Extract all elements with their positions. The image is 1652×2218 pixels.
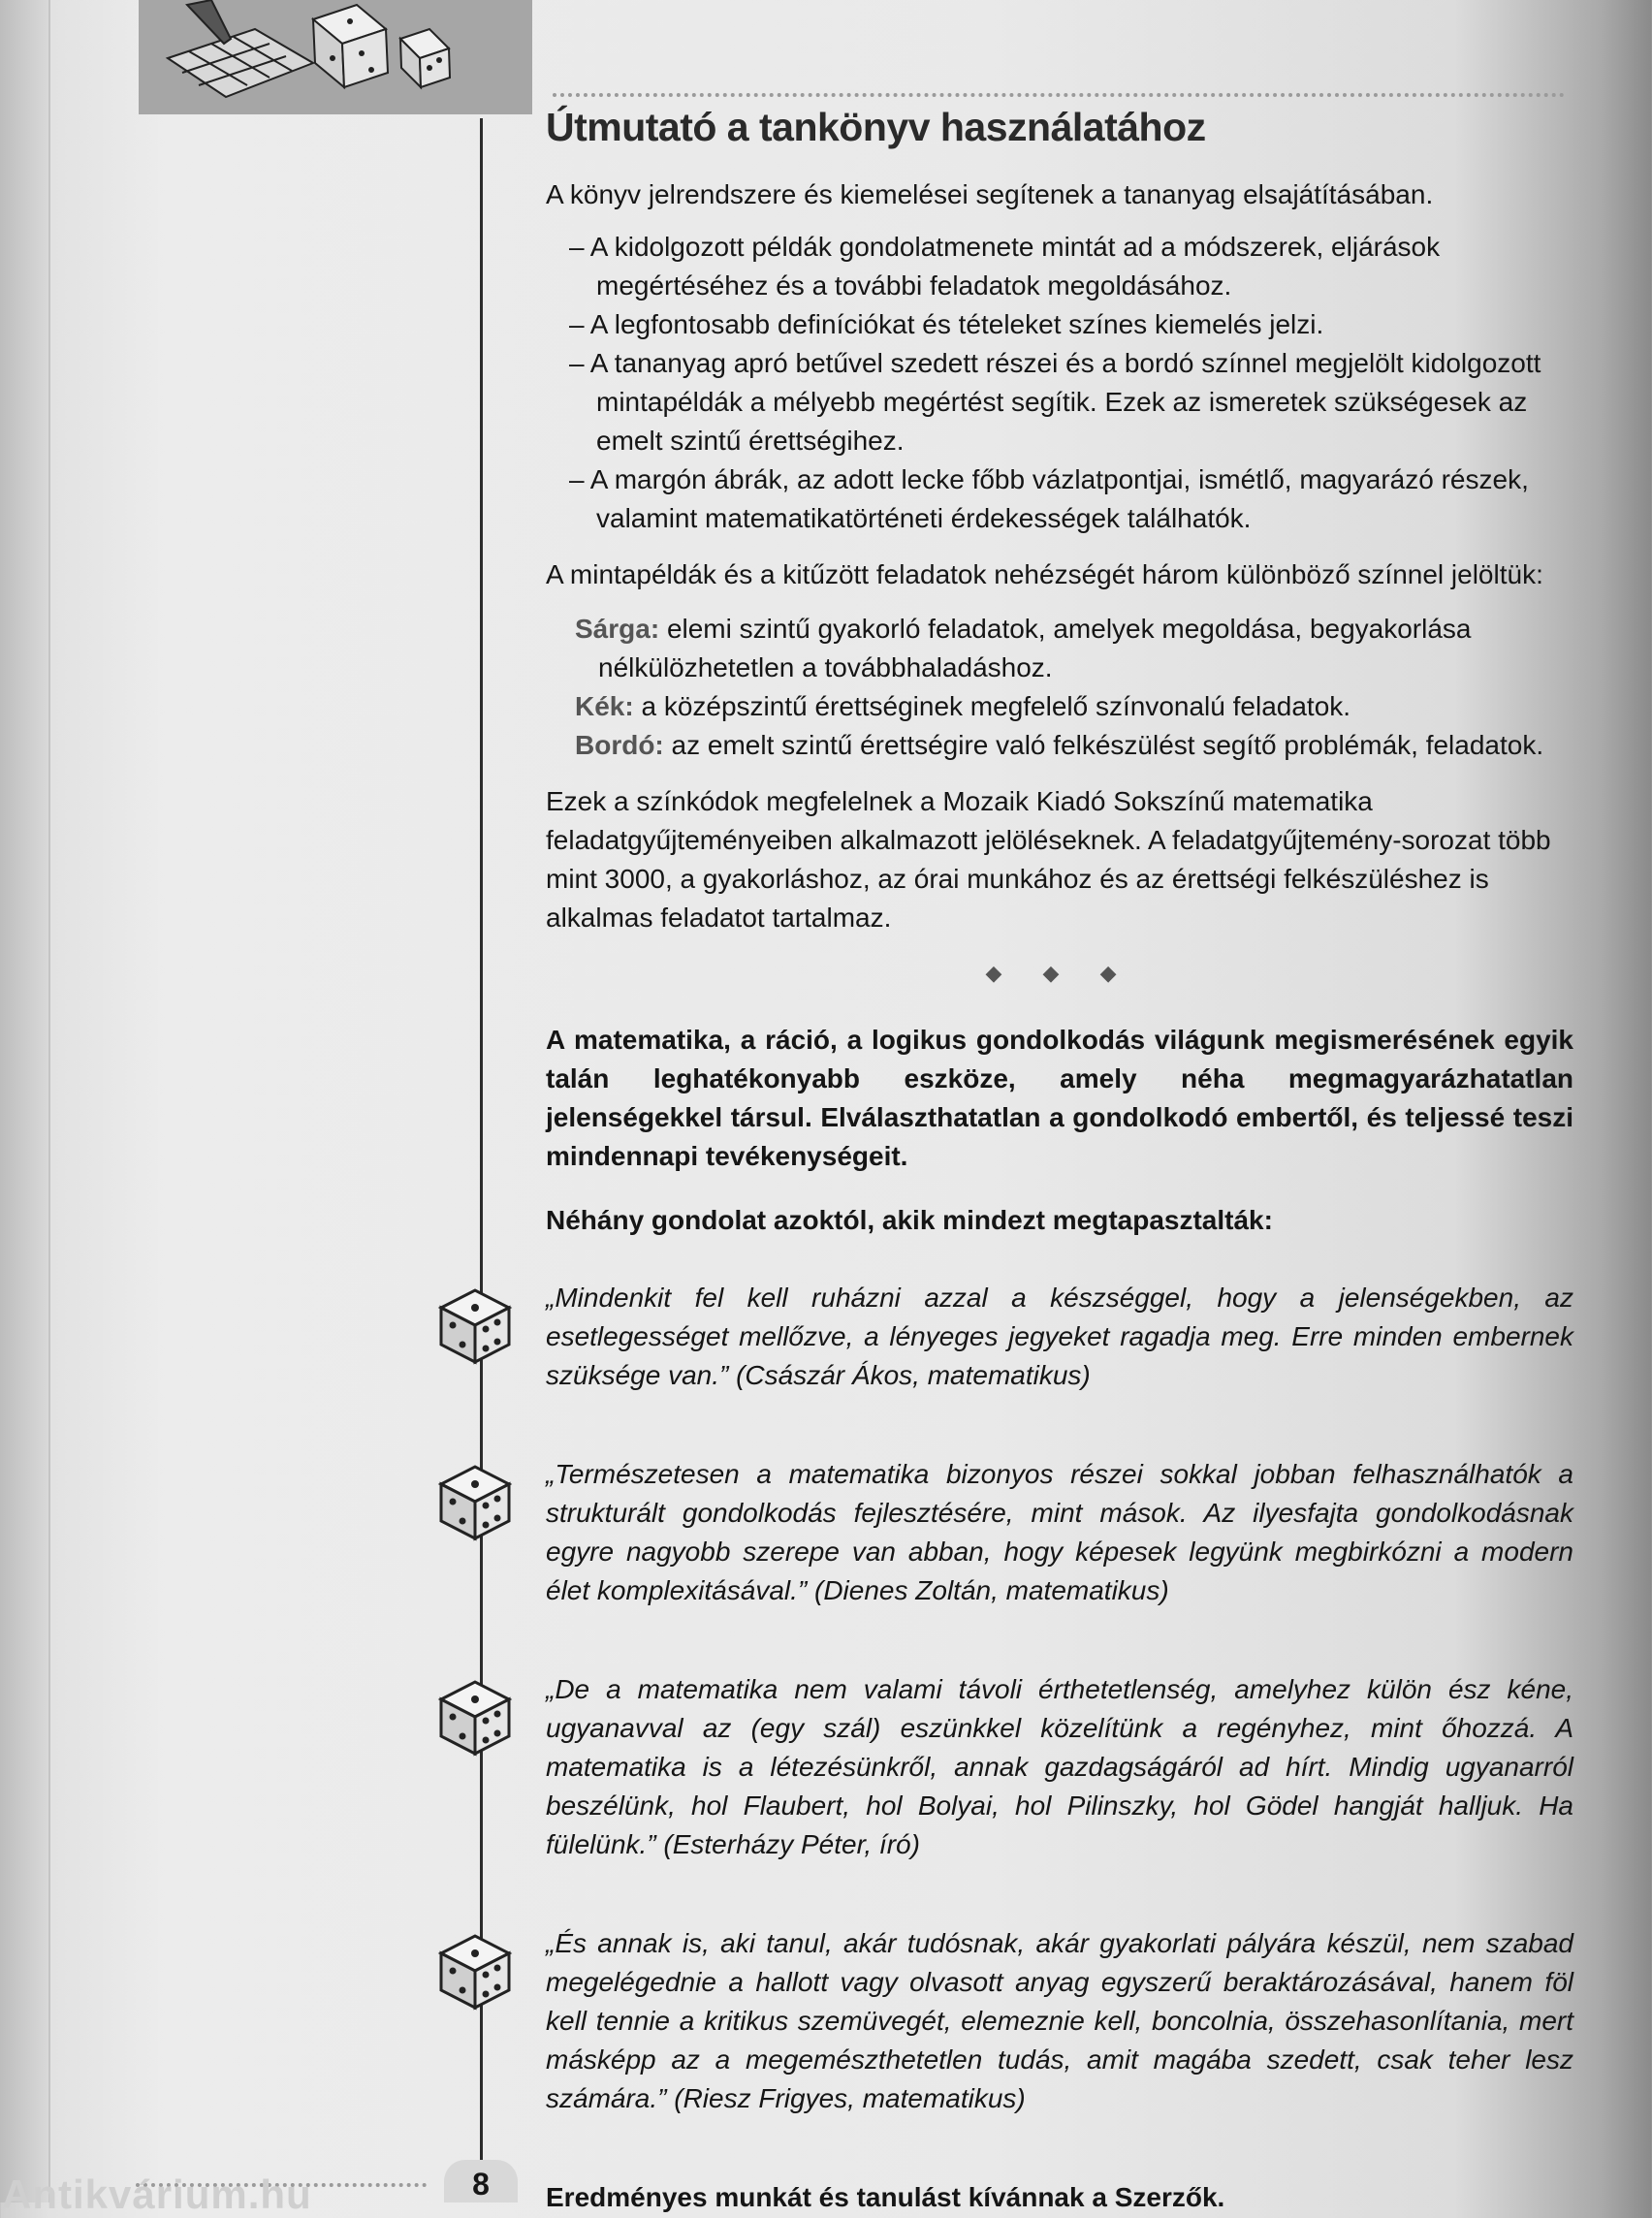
quotes-heading: Néhány gondolat azoktól, akik mindezt megtapasztalták:: [546, 1205, 1273, 1235]
list-item: – A legfontosabb definíciókat és tételeket színes kiemelés jelzi.: [569, 309, 1324, 339]
intro-text: A könyv jelrendszere és kiemelései segítenek a tananyag elsajátításában.: [546, 179, 1434, 209]
quote-block: [546, 1279, 1573, 1395]
quote-block: [546, 1455, 1573, 1610]
feature-list: [546, 228, 1573, 538]
level-text: elemi szintű gyakorló feladatok, amelyek megoldása, begyakorlása nélkülözhetetlen a továbbhaladáshoz.: [598, 614, 1472, 682]
closing-text: Eredményes munkát és tanulást kívánnak a Szerzők.: [546, 2182, 1225, 2212]
dice-icon: [431, 1279, 519, 1366]
quote-block: [546, 1670, 1573, 1864]
level-text: a középszintű érettséginek megfelelő színvonalú feladatok.: [641, 691, 1351, 721]
level-burgundy: [575, 726, 1573, 765]
diamond-separator: ◆ ◆ ◆: [985, 961, 1134, 985]
page-number: 8: [444, 2160, 518, 2202]
level-name: Bordó:: [575, 730, 664, 760]
watermark: Antikvárium.hu: [2, 2171, 312, 2217]
page-edge: [0, 0, 50, 2202]
levels-intro: A mintapéldák és a kitűzött feladatok nehézségét három különböző színnel jelöltük:: [546, 559, 1543, 589]
quote-block: [546, 1924, 1573, 2118]
dice-icon: [431, 1924, 519, 2012]
level-text: az emelt szintű érettségire való felkészülést segítő problémák, feladatok.: [671, 730, 1544, 760]
main-content: [546, 105, 1573, 2217]
quote-text: „Természetesen a matematika bizonyos részei sokkal jobban felhasználhatók a strukturált gondolkodás fejlesztésére, mint mások. Az ilyesfajta gondolkodásnak egyre nagyobb szerepe van abban, hogy képesek legyünk megbirkózni a modern élet komplexitásával.” (Dienes Zoltán, matematikus): [546, 1459, 1573, 1605]
list-item: – A kidolgozott példák gondolatmenete mintát ad a módszerek, eljárások megértéséhez és a további feladatok megoldásához.: [569, 232, 1441, 301]
colorcode-text: Ezek a színkódok megfelelnek a Mozaik Kiadó Sokszínű matematika feladatgyűjteményeiben alkalmazott jelöléseknek. A feladatgyűjtemény-sorozat több mint 3000, a gyakorláshoz, az órai munkához és az érettségi felkészüléshez is alkalmas feladatot tartalmaz.: [546, 786, 1551, 933]
level-yellow: [575, 610, 1573, 687]
header-illustration: [139, 0, 532, 114]
quote-text: „És annak is, aki tanul, akár tudósnak, akár gyakorlati pályára készül, nem szabad megelégednie a hallott vagy olvasott anyag egyszerű beraktározásával, hanem föl kell tennie a kritikus szemüvegét, elemeznie kell, boncolnia, összehasonlítania, mert másképp az a megemészthetetlen tudás, amit magába szedett, csak teher lesz számára.” (Riesz Frigyes, matematikus): [546, 1928, 1573, 2113]
list-item: – A tananyag apró betűvel szedett részei és a bordó színnel megjelölt kidolgozott mintapéldák a mélyebb megértést segítik. Ezek az ismeretek szükségesek az emelt szintű érettségihez.: [569, 348, 1541, 456]
margin-rule: [480, 118, 483, 2188]
quote-text: „Mindenkit fel kell ruházni azzal a készséggel, hogy a jelenségekben, az esetlegességet mellőzve, a lényeges jegyeket ragadja meg. Erre minden embernek szüksége van.” (Császár Ákos, matematikus): [546, 1283, 1573, 1390]
list-item: – A margón ábrák, az adott lecke főbb vázlatpontjai, ismétlő, magyarázó részek, valamint matematikatörténeti érdekességek találhatók.: [569, 464, 1529, 533]
dice-icon: [431, 1455, 519, 1542]
dice-icon: [431, 1670, 519, 1758]
quote-text: „De a matematika nem valami távoli érthetetlenség, amelyhez külön ész kéne, ugyanavval az (egy szál) eszünkkel közelítünk a regényhez, mint őhozzá. A matematika is a létezésünkről, annak gazdagságáról ad hírt. Mindig ugyanarról beszélünk, hol Flaubert, hol Bolyai, hol Pilinszky, hol Gödel hangját halljuk. Ha fülelünk.” (Esterházy Péter, író): [546, 1674, 1573, 1859]
level-name: Sárga:: [575, 614, 660, 644]
top-dotted-rule: [553, 93, 1565, 97]
level-name: Kék:: [575, 691, 634, 721]
level-blue: [575, 687, 1573, 726]
emphasis-paragraph: A matematika, a ráció, a logikus gondolkodás világunk megismerésének egyik talán leghatékonyabb eszköze, amely néha megmagyarázhatatlan jelenségekkel társul. Elválaszthatatlan a gondolkodó embertől, és teljessé teszi mindennapi tevékenységeit.: [546, 1025, 1573, 1171]
page-title: Útmutató a tankönyv használatához: [546, 105, 1206, 149]
difficulty-levels: [575, 610, 1573, 765]
